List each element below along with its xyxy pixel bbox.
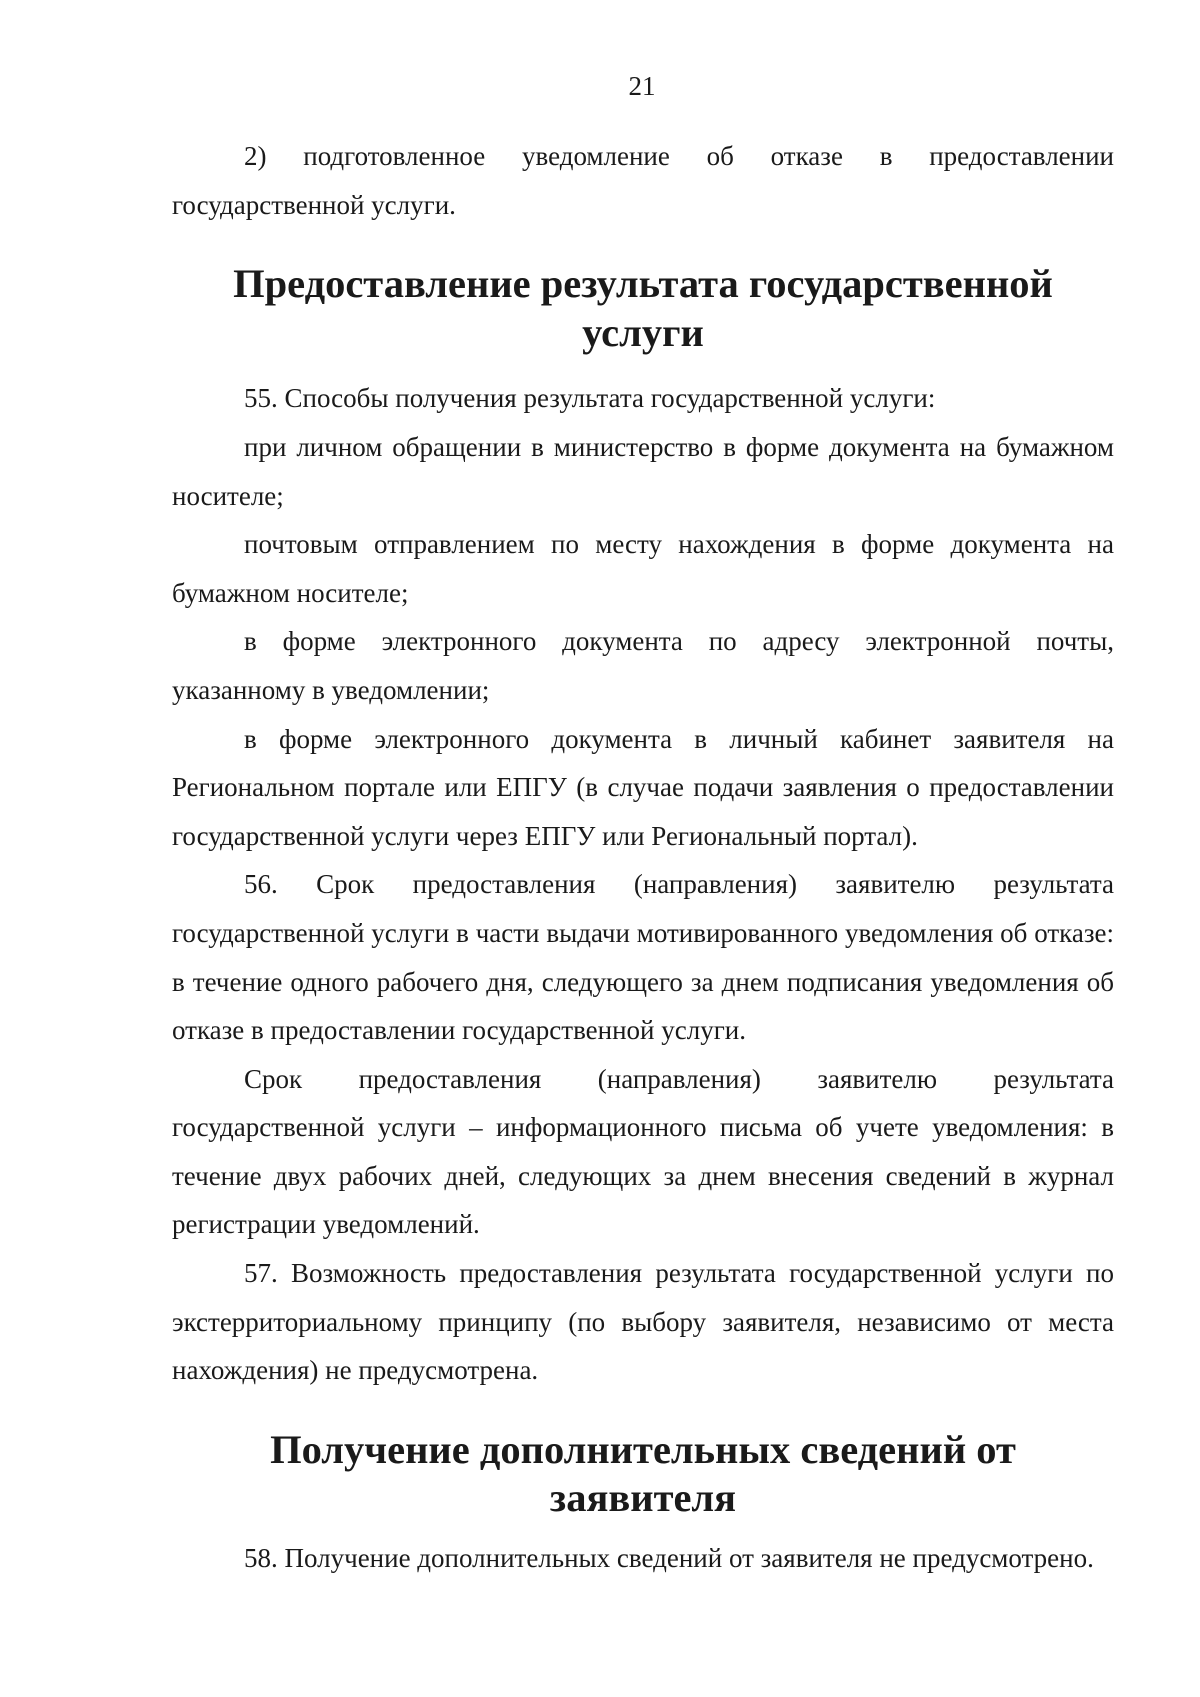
section-heading-additional: Получение дополнительных сведений от заявителя	[270, 1426, 1016, 1521]
paragraph-58: 58. Получение дополнительных сведений от заявителя не предусмотрено.	[244, 1543, 1094, 1574]
page-number: 21	[628, 71, 656, 101]
paragraph-intro: 2) подготовленное уведомление об отказе в предоставлении государственной услуги.	[172, 141, 1114, 220]
paragraph-55-personal: при личном обращении в министерство в форме документа на бумажном носителе;	[172, 431, 1114, 511]
paragraph-55-email: в форме электронного документа по адресу электронной почты, указанному в уведомлении;	[172, 626, 1114, 705]
section-heading-result: Предоставление результата государственной услуги	[233, 261, 1053, 355]
document-body	[172, 132, 1114, 1575]
paragraph-55: 55. Способы получения результата государственной услуги:	[244, 383, 936, 414]
paragraph-55-postal: почтовым отправлением по месту нахождения в форме документа на бумажном носителе;	[172, 529, 1114, 608]
paragraph-56: 56. Срок предоставления (направления) заявителю результата государственной услуги в части выдачи мотивированного уведомления об отказе: в течение одного рабочего дня, следующего за днем подписания уведомления об отказе в предоставлении государственной услуги.	[172, 869, 1114, 1046]
paragraph-56-letter: Срок предоставления (направления) заявителю результата государственной услуги – информационного письма об учете уведомления: в течение двух рабочих дней, следующих за днем внесения сведений в журнал регистрации уведомлений.	[172, 1063, 1114, 1240]
paragraph-57: 57. Возможность предоставления результата государственной услуги по экстерриториальному принципу (по выбору заявителя, независимо от места нахождения) не предусмотрена.	[172, 1258, 1114, 1386]
paragraph-55-portal: в форме электронного документа в личный кабинет заявителя на Региональном портале или ЕПГУ (в случае подачи заявления о предоставлении государственной услуги через ЕПГУ или Региональный портал).	[172, 723, 1114, 851]
